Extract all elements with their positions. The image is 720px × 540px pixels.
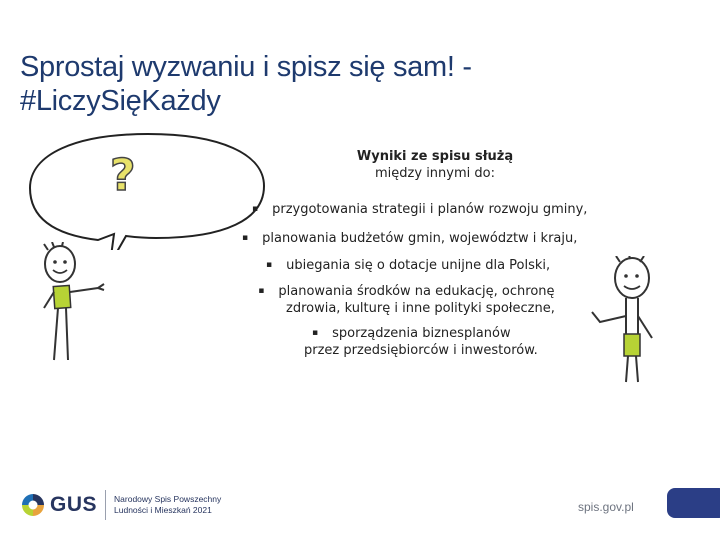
list-item — [266, 257, 550, 274]
list-item — [252, 201, 587, 218]
bullet-icon: ▪ — [242, 233, 249, 243]
list-item-text: przygotowania strategii i planów rozwoju gminy, — [272, 202, 588, 217]
gus-logo — [20, 490, 221, 520]
list-item-text-cont: zdrowia, kulturę i inne polityki społeczne, — [286, 301, 555, 316]
lead-rest: między innymi do: — [375, 166, 495, 181]
list-item-text: planowania środków na edukację, ochronę — [278, 284, 555, 299]
list-item-text: sporządzenia biznesplanów — [332, 326, 511, 341]
list-item-text: ubiegania się o dotacje unijne dla Polski, — [286, 258, 551, 273]
slide-title-line2: #LiczySięKażdy — [20, 85, 221, 117]
logo-divider — [105, 490, 106, 520]
stick-figure-right-illustration — [586, 256, 660, 386]
bullet-icon: ▪ — [252, 204, 259, 214]
slide-title — [20, 50, 580, 118]
list-item — [242, 230, 577, 247]
corner-decoration — [667, 488, 720, 518]
stick-figure-left-illustration — [38, 242, 108, 372]
lead-bold: Wyniki ze spisu służą — [356, 149, 514, 164]
list-item-text-cont: przez przedsiębiorców i inwestorów. — [304, 343, 538, 358]
bullet-icon: ▪ — [312, 328, 319, 338]
question-mark-icon: ? — [110, 150, 136, 201]
census-name — [114, 494, 221, 516]
bullet-icon: ▪ — [266, 260, 273, 270]
census-line2: Ludności i Mieszkań 2021 — [114, 505, 212, 515]
census-line1: Narodowy Spis Powszechny — [114, 494, 222, 504]
list-item — [304, 325, 538, 359]
slide-title-line1: Sprostaj wyzwaniu i spisz się sam! - — [20, 51, 472, 83]
lead-text — [320, 148, 550, 182]
gus-logo-text: GUS — [50, 493, 98, 516]
list-item — [258, 283, 555, 317]
speech-bubble — [28, 130, 268, 250]
list-item-text: planowania budżetów gmin, województw i kraju, — [262, 231, 578, 246]
site-link[interactable]: spis.gov.pl — [578, 500, 634, 514]
bullet-icon: ▪ — [258, 286, 265, 296]
gus-logo-mark-icon — [20, 492, 46, 518]
